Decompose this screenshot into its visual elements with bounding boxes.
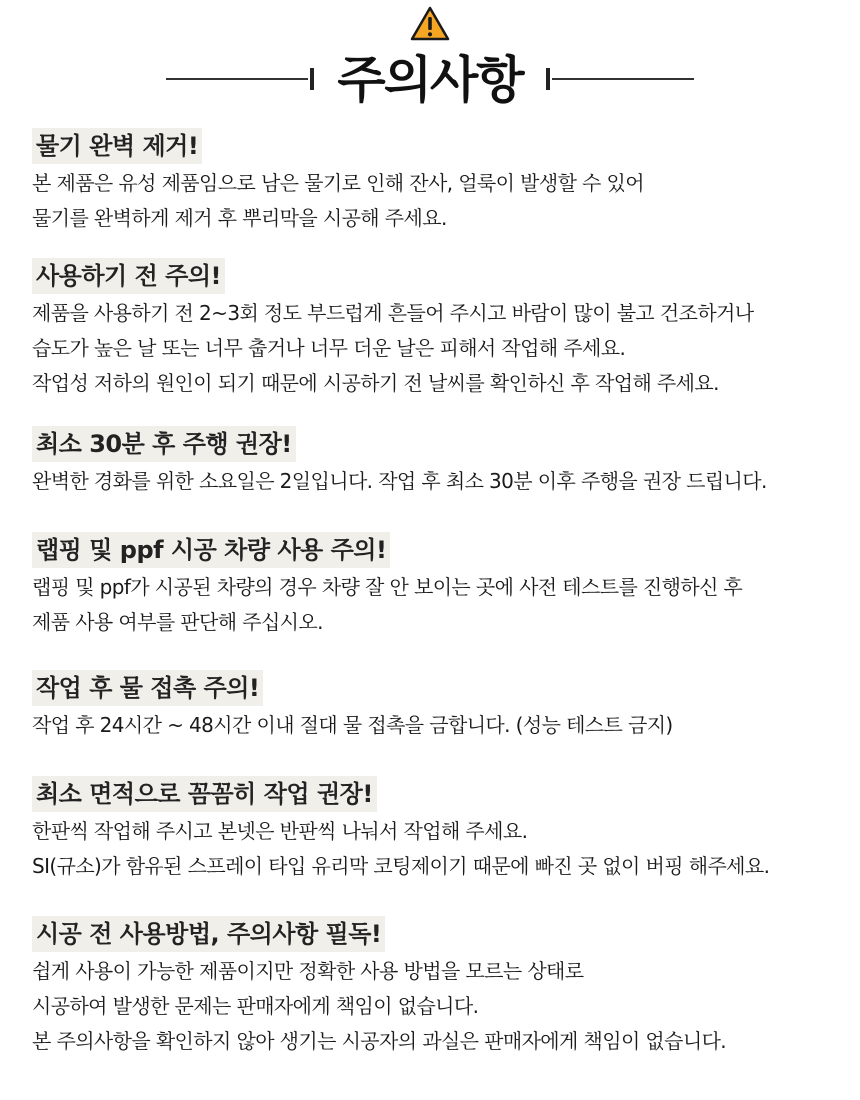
title-row: [0, 48, 860, 112]
section-text-line: 한판씩 작업해 주시고 본넷은 반판씩 나눠서 작업해 주세요.: [32, 819, 528, 843]
section-wrapping-ppf: [32, 532, 832, 640]
section-driving-wait: [32, 426, 832, 499]
section-small-area: [32, 776, 832, 884]
section-heading: 최소 면적으로 꼼꼼히 작업 권장!: [32, 776, 377, 812]
section-text-line: 시공하여 발생한 문제는 판매자에게 책임이 없습니다.: [32, 994, 479, 1018]
section-heading: 시공 전 사용방법, 주의사항 필독!: [32, 916, 385, 952]
section-heading: 물기 완벽 제거!: [32, 128, 202, 164]
section-text-line: 제품 사용 여부를 판단해 주십시오.: [32, 610, 323, 634]
section-water-removal: [32, 128, 832, 236]
section-heading: 작업 후 물 접촉 주의!: [32, 670, 263, 706]
title-tick-left: [310, 68, 314, 90]
section-text-line: SI(규소)가 함유된 스프레이 타입 유리막 코팅제이기 때문에 빠진 곳 없이 버핑 해주세요.: [32, 854, 770, 878]
title-rule-left: [166, 78, 308, 80]
warning-triangle-icon: [410, 6, 450, 42]
section-text-line: 본 제품은 유성 제품임으로 남은 물기로 인해 잔사, 얼룩이 발생할 수 있어: [32, 171, 644, 195]
page-title: 주의사항: [337, 51, 523, 109]
section-text-line: 랩핑 및 ppf가 시공된 차량의 경우 차량 잘 안 보이는 곳에 사전 테스트를 진행하신 후: [32, 575, 743, 599]
title-tick-right: [546, 68, 550, 90]
section-text-line: 작업성 저하의 원인이 되기 때문에 시공하기 전 날씨를 확인하신 후 작업해 주세요.: [32, 371, 719, 395]
section-text-line: 제품을 사용하기 전 2~3회 정도 부드럽게 흔들어 주시고 바람이 많이 불고 건조하거나: [32, 301, 754, 325]
section-heading: 랩핑 및 ppf 시공 차량 사용 주의!: [32, 532, 390, 568]
section-read-instructions: [32, 916, 832, 1059]
section-text-line: 작업 후 24시간 ~ 48시간 이내 절대 물 접촉을 금합니다. (성능 테스트 금지): [32, 713, 673, 737]
section-heading: 사용하기 전 주의!: [32, 258, 225, 294]
notice-header: [0, 0, 860, 120]
section-text-line: 완벽한 경화를 위한 소요일은 2일입니다. 작업 후 최소 30분 이후 주행을 권장 드립니다.: [32, 469, 767, 493]
section-text-line: 본 주의사항을 확인하지 않아 생기는 시공자의 과실은 판매자에게 책임이 없습니다.: [32, 1029, 727, 1053]
title-rule-right: [552, 78, 694, 80]
section-text-line: 습도가 높은 날 또는 너무 춥거나 너무 더운 날은 피해서 작업해 주세요.: [32, 336, 626, 360]
section-water-contact: [32, 670, 832, 743]
section-before-use: [32, 258, 832, 401]
section-text-line: 쉽게 사용이 가능한 제품이지만 정확한 사용 방법을 모르는 상태로: [32, 959, 584, 983]
section-text-line: 물기를 완벽하게 제거 후 뿌리막을 시공해 주세요.: [32, 206, 447, 230]
section-heading: 최소 30분 후 주행 권장!: [32, 426, 296, 462]
